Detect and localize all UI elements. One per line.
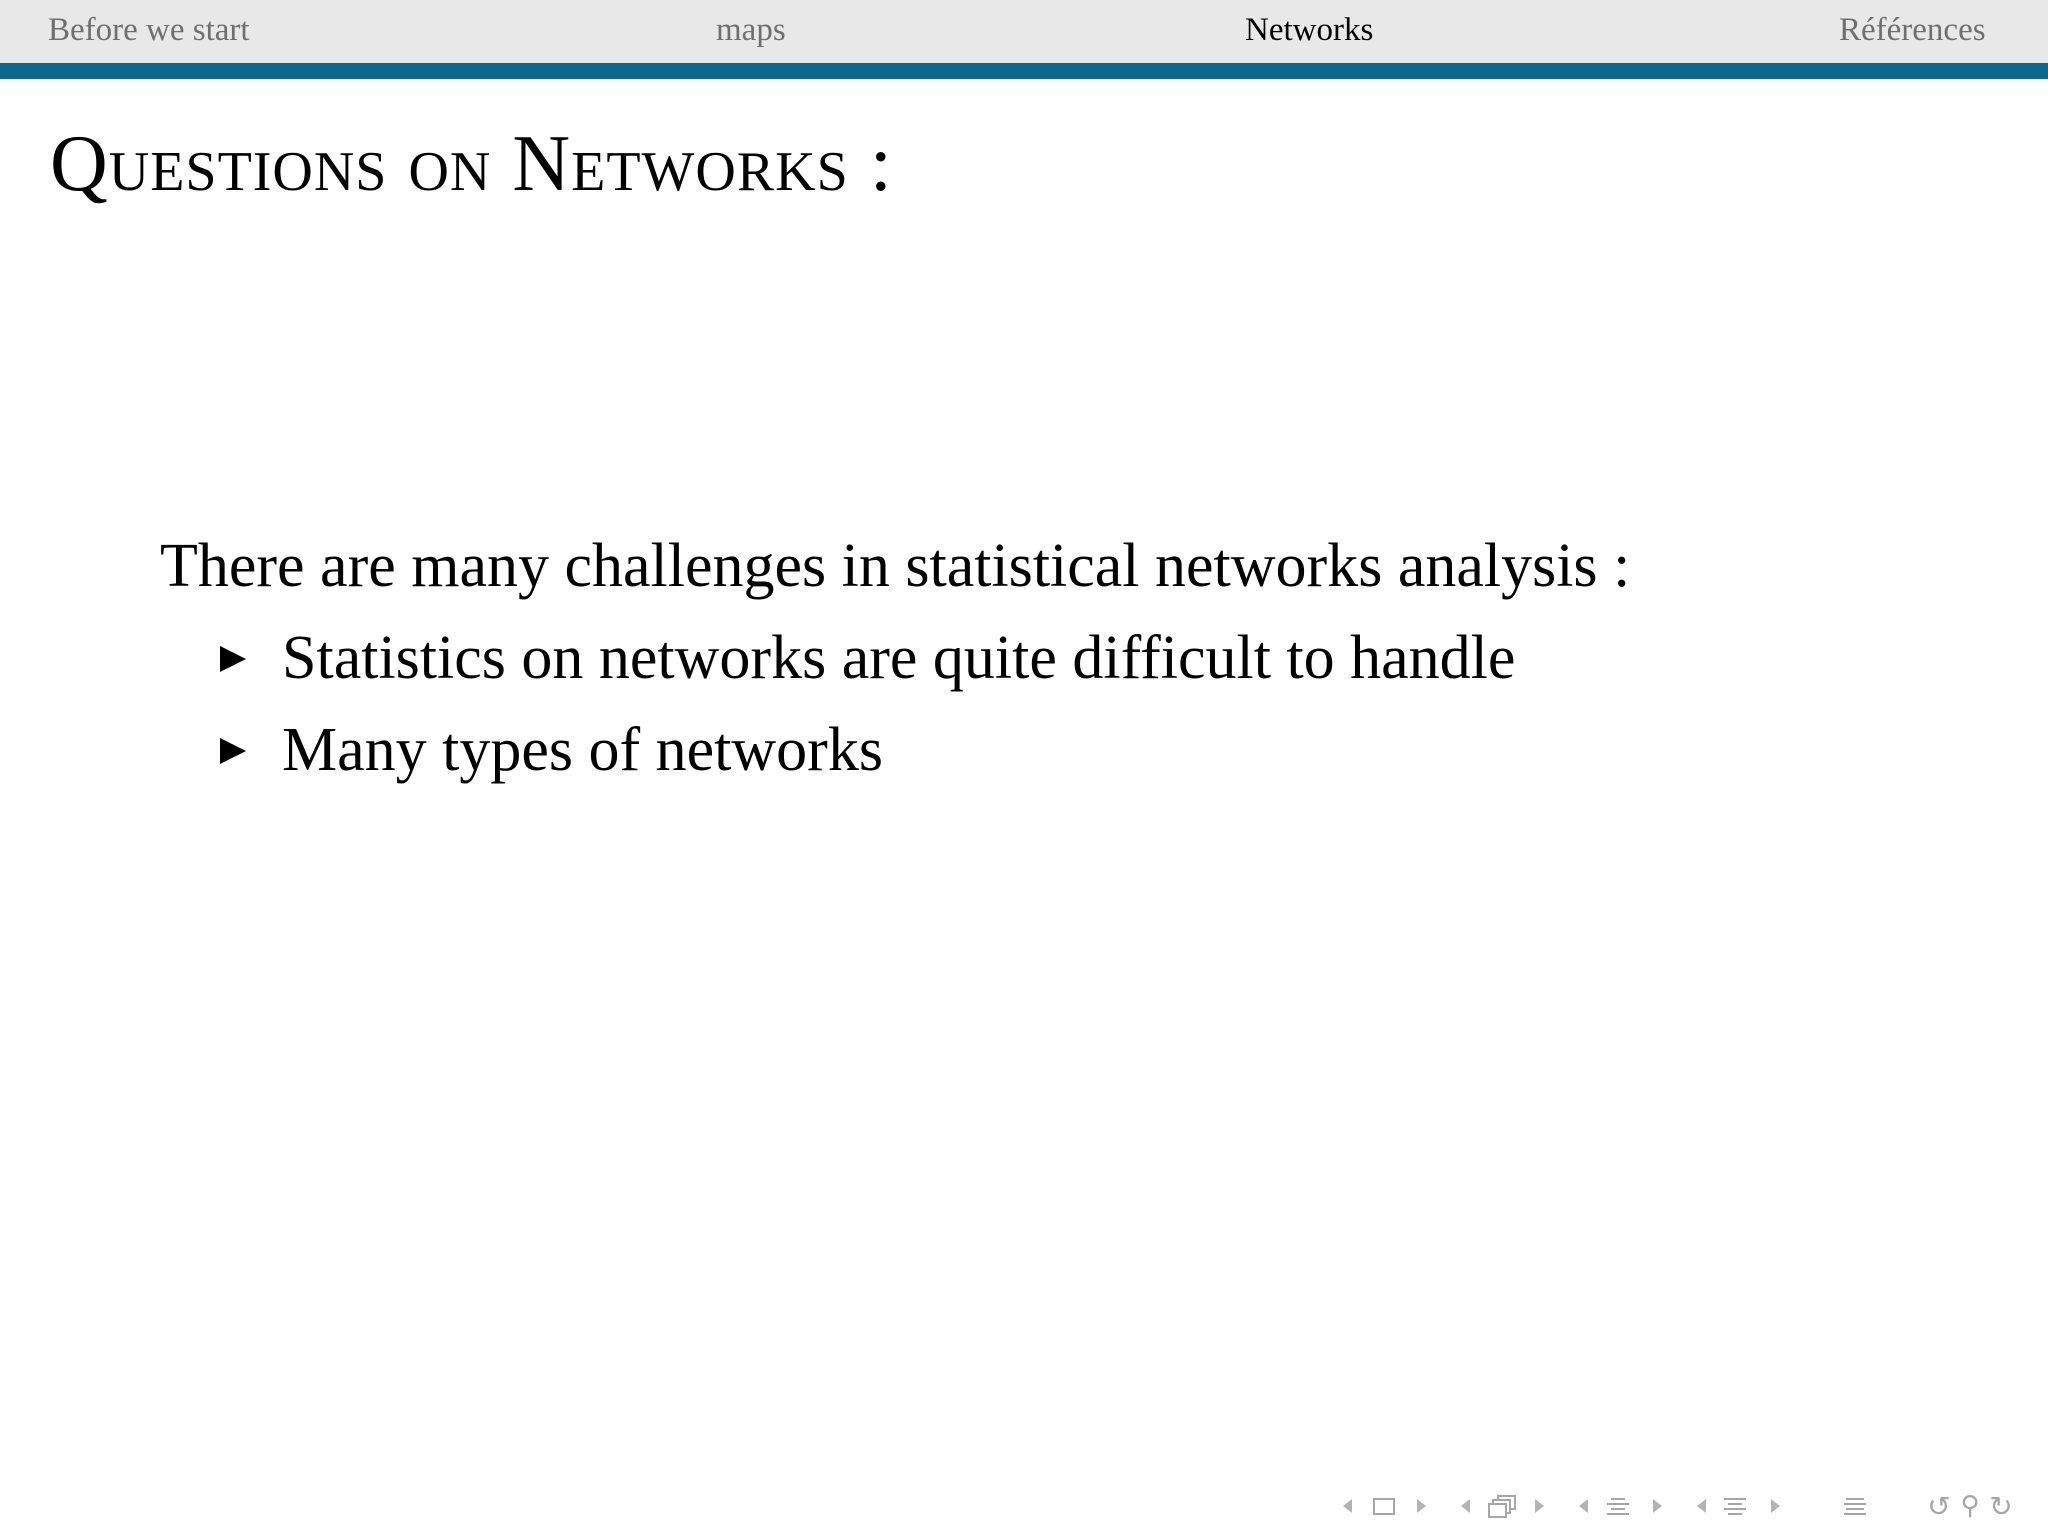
document-outline-icon[interactable]	[1840, 1490, 1870, 1522]
search-icon[interactable]: ⚲	[1960, 1491, 1980, 1521]
frame-icon[interactable]	[1486, 1490, 1516, 1522]
nav-section-networks[interactable]: Networks	[1245, 12, 1374, 48]
redo-icon[interactable]: ↻	[1989, 1489, 2013, 1523]
intro-text: There are many challenges in statistical networks analysis :	[160, 532, 1631, 600]
undo-icon[interactable]: ↺	[1927, 1489, 1951, 1523]
section-icon[interactable]	[1720, 1490, 1750, 1522]
bullet-list	[160, 612, 2010, 796]
beamer-navigation-controls	[1336, 1490, 2036, 1522]
next-subsection-icon[interactable]	[1650, 1490, 1664, 1522]
accent-bar	[0, 63, 2048, 79]
list-item	[220, 704, 2010, 796]
previous-frame-icon[interactable]	[1458, 1490, 1472, 1522]
triangle-bullet-icon	[220, 738, 246, 764]
next-slide-icon[interactable]	[1414, 1490, 1428, 1522]
section-navigation-bar	[0, 0, 2048, 63]
next-frame-icon[interactable]	[1532, 1490, 1546, 1522]
triangle-bullet-icon	[220, 646, 246, 672]
nav-section-references[interactable]: Références	[1839, 12, 1986, 48]
bullet-text: Many types of networks	[282, 716, 883, 784]
next-section-icon[interactable]	[1768, 1490, 1782, 1522]
slide-icon[interactable]	[1372, 1490, 1396, 1522]
list-item	[220, 612, 2010, 704]
subsection-icon[interactable]	[1604, 1490, 1632, 1522]
previous-subsection-icon[interactable]	[1576, 1490, 1590, 1522]
nav-section-before-we-start[interactable]: Before we start	[48, 12, 250, 48]
previous-slide-icon[interactable]	[1340, 1490, 1354, 1522]
slide-title: Questions on Networks :	[50, 120, 893, 208]
bullet-text: Statistics on networks are quite difficult to handle	[282, 624, 1516, 692]
nav-section-maps[interactable]: maps	[716, 12, 786, 48]
previous-section-icon[interactable]	[1694, 1490, 1708, 1522]
slide-body	[160, 520, 2010, 796]
